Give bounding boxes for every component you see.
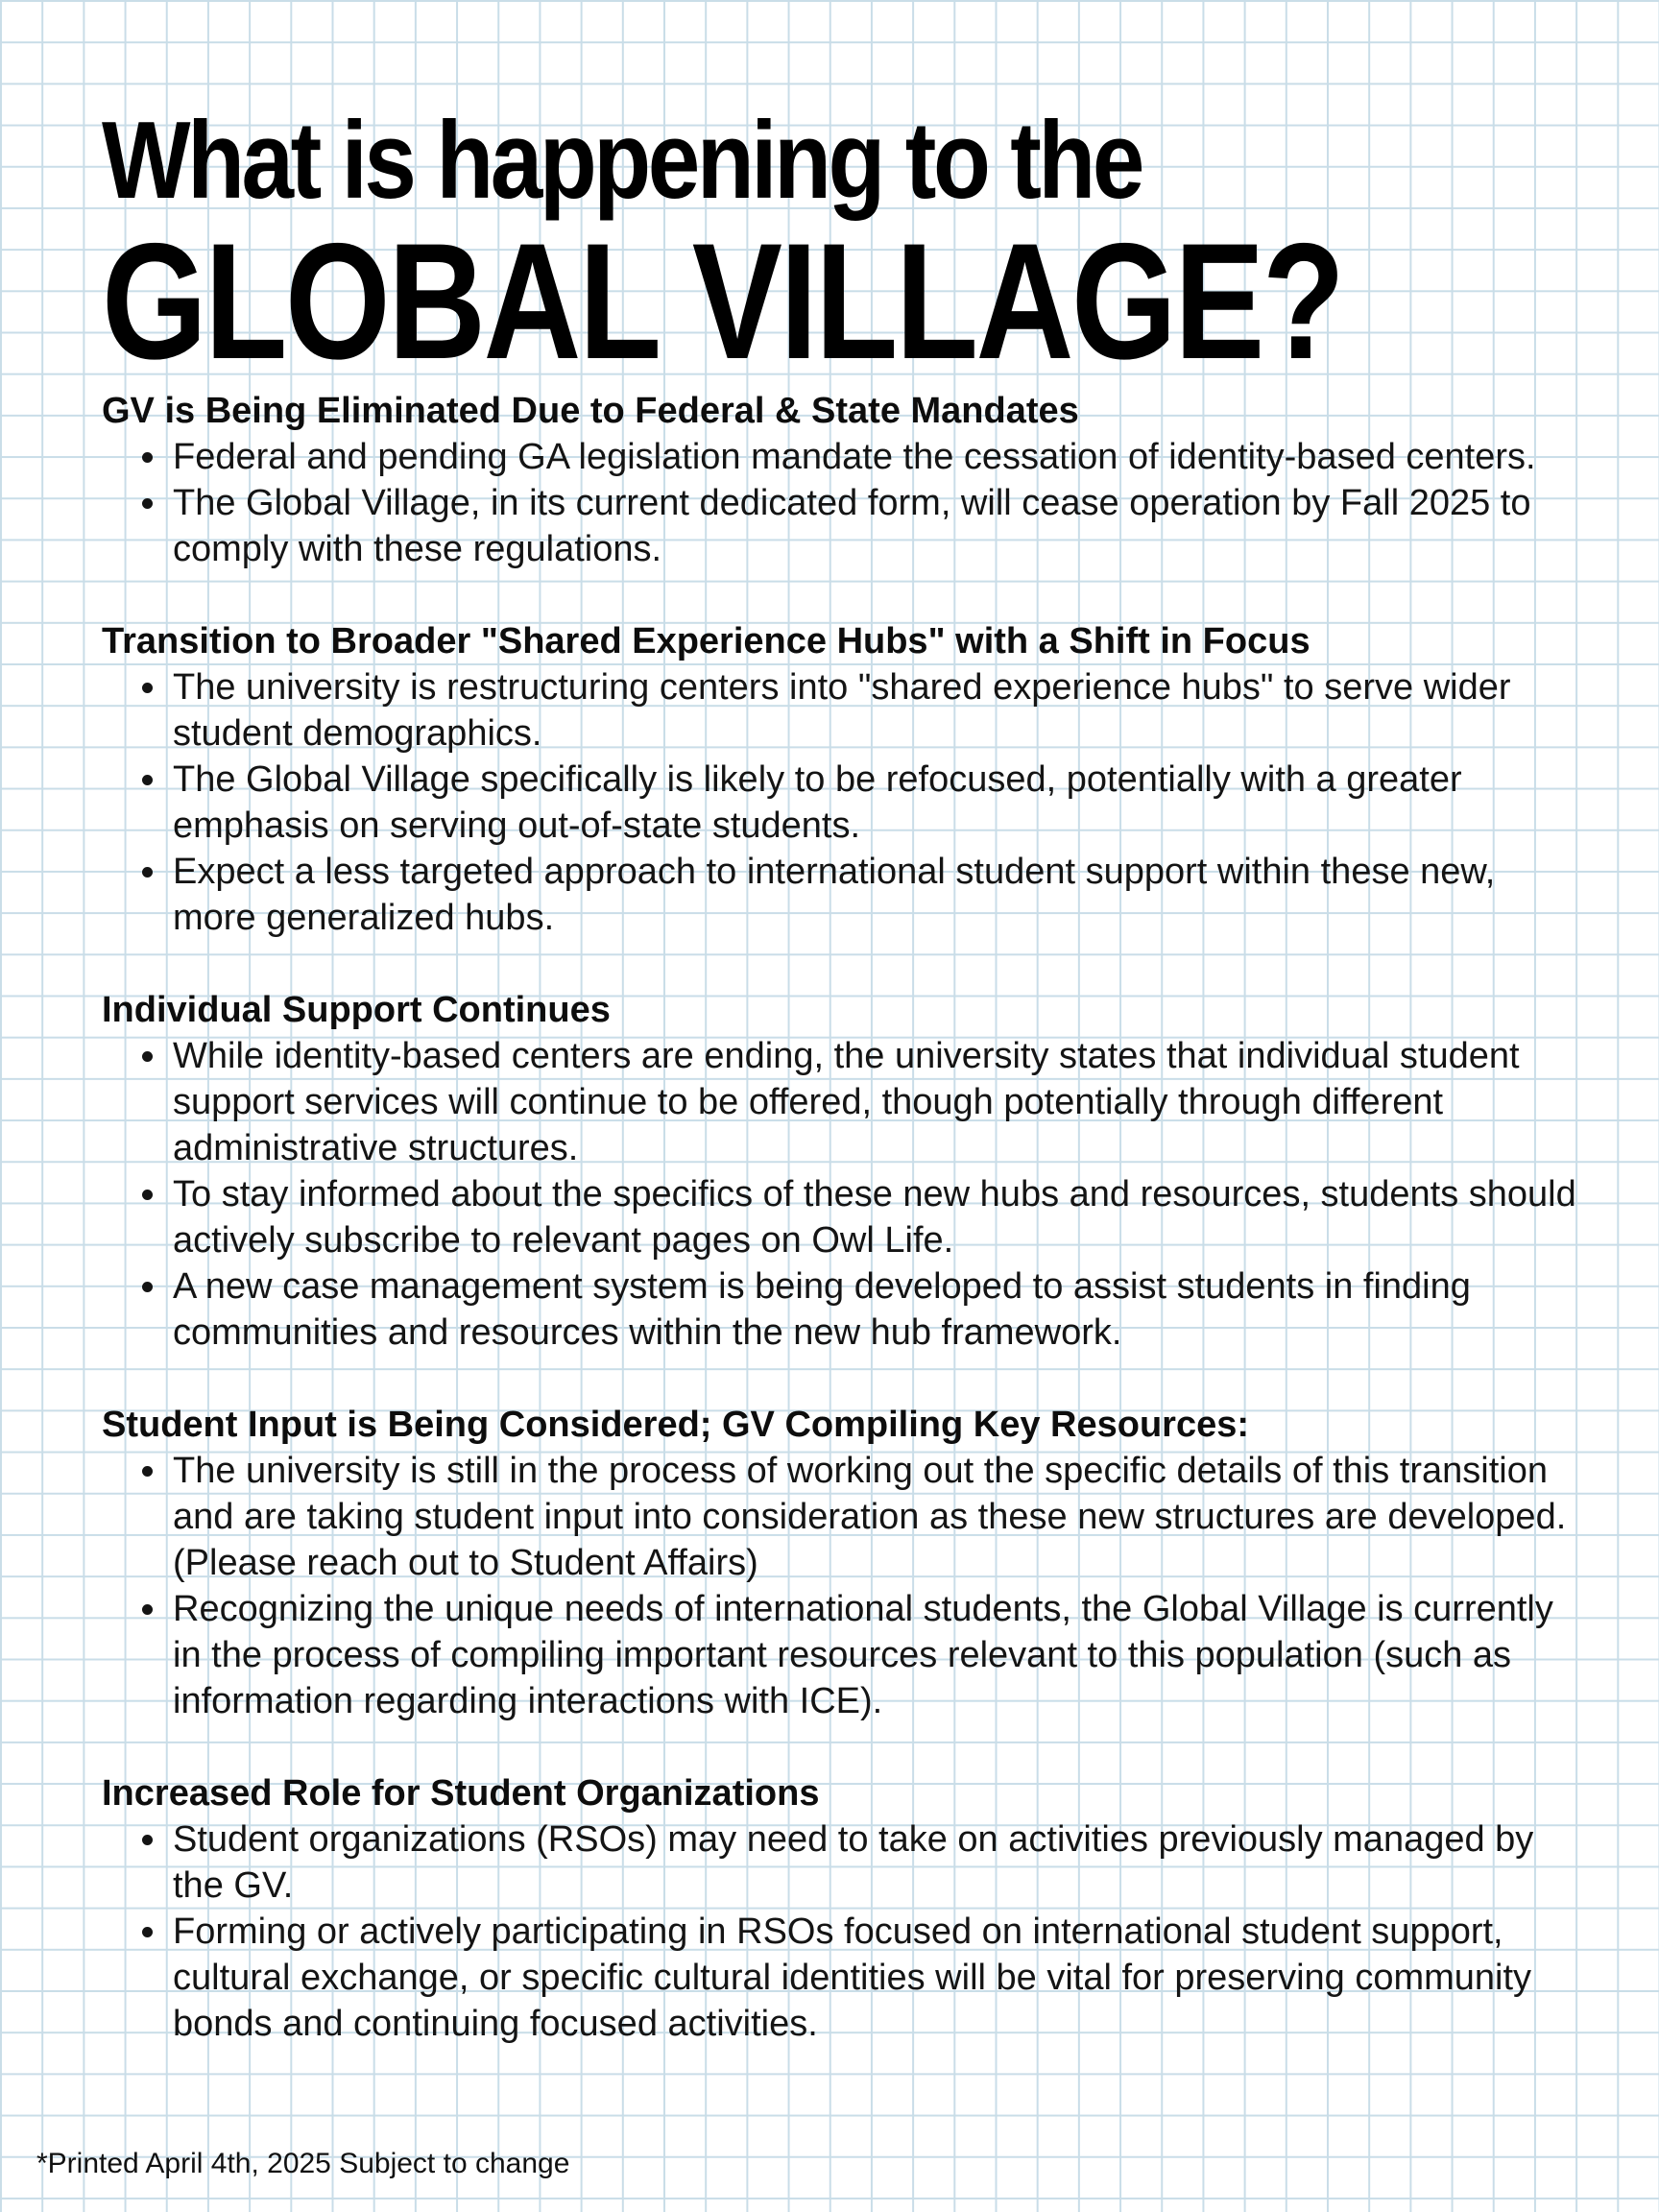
list-item-text: Federal and pending GA legislation mandate the cessation of identity-based centers. [173, 437, 1536, 477]
bullet-icon [142, 1835, 153, 1845]
bullet-icon [142, 1051, 153, 1062]
section-heading: Increased Role for Student Organizations [102, 1773, 820, 1814]
bullet-icon [142, 1190, 153, 1200]
title-line-2: GLOBAL VILLAGE? [102, 209, 1343, 394]
list-item-text: The university is still in the process of working out the specific details of this transition and are taking student input into consideration as these new structures are developed. (Please reach out to Student Affairs) [173, 1451, 1567, 1583]
list-item [102, 1586, 1580, 1724]
list-item-text: While identity-based centers are ending, the university states that individual student support services will continue to be offered, though potentially through different administrative structures. [173, 1036, 1520, 1168]
section-individual-support [102, 987, 1580, 1356]
bullet-icon [142, 867, 153, 878]
list-item [102, 1033, 1580, 1171]
bullet-icon [142, 452, 153, 463]
bullet-list [102, 664, 1580, 941]
bullet-list [102, 1448, 1580, 1724]
section-student-organizations [102, 1770, 1580, 2047]
list-item [102, 1448, 1580, 1586]
list-item [102, 849, 1580, 941]
list-item [102, 1263, 1580, 1356]
bullet-list [102, 1816, 1580, 2047]
content-sections [102, 388, 1580, 2093]
bullet-icon [142, 498, 153, 509]
section-heading: GV is Being Eliminated Due to Federal & State Mandates [102, 391, 1079, 431]
list-item [102, 1816, 1580, 1909]
bullet-icon [142, 683, 153, 693]
bullet-icon [142, 1927, 153, 1937]
section-heading: Transition to Broader "Shared Experience Hubs" with a Shift in Focus [102, 621, 1310, 661]
section-student-input [102, 1402, 1580, 1724]
list-item [102, 1909, 1580, 2047]
list-item [102, 1171, 1580, 1263]
page-title [102, 100, 1599, 394]
list-item [102, 664, 1580, 757]
list-item-text: To stay informed about the specifics of these new hubs and resources, students should actively subscribe to relevant pages on Owl Life. [173, 1174, 1576, 1261]
list-item [102, 757, 1580, 849]
bullet-icon [142, 1604, 153, 1615]
list-item-text: The Global Village, in its current dedicated form, will cease operation by Fall 2025 to comply with these regulations. [173, 483, 1531, 569]
section-elimination [102, 388, 1580, 572]
list-item-text: Student organizations (RSOs) may need to take on activities previously managed by the GV. [173, 1819, 1534, 1906]
bullet-icon [142, 1282, 153, 1292]
title-line-1: What is happening to the [102, 100, 1142, 222]
list-item-text: The Global Village specifically is likely to be refocused, potentially with a greater emphasis on serving out-of-state students. [173, 759, 1462, 846]
list-item-text: The university is restructuring centers into "shared experience hubs" to serve wider student demographics. [173, 667, 1511, 754]
bullet-list [102, 1033, 1580, 1356]
section-transition [102, 618, 1580, 941]
list-item-text: Forming or actively participating in RSOs focused on international student support, cultural exchange, or specific cultural identities will be vital for preserving community bonds and continuing focused activities. [173, 1911, 1532, 2044]
footnote: *Printed April 4th, 2025 Subject to change [36, 2148, 570, 2179]
bullet-icon [142, 775, 153, 785]
list-item-text: Expect a less targeted approach to international student support within these new, more generalized hubs. [173, 852, 1496, 938]
bullet-icon [142, 1466, 153, 1477]
bullet-list [102, 434, 1580, 572]
list-item [102, 434, 1580, 480]
list-item-text: Recognizing the unique needs of international students, the Global Village is currently in the process of compiling important resources relevant to this population (such as information regarding interactions with ICE). [173, 1589, 1553, 1721]
section-heading: Student Input is Being Considered; GV Compiling Key Resources: [102, 1405, 1250, 1445]
list-item-text: A new case management system is being developed to assist students in finding communities and resources within the new hub framework. [173, 1266, 1471, 1353]
section-heading: Individual Support Continues [102, 990, 611, 1030]
list-item [102, 480, 1580, 572]
